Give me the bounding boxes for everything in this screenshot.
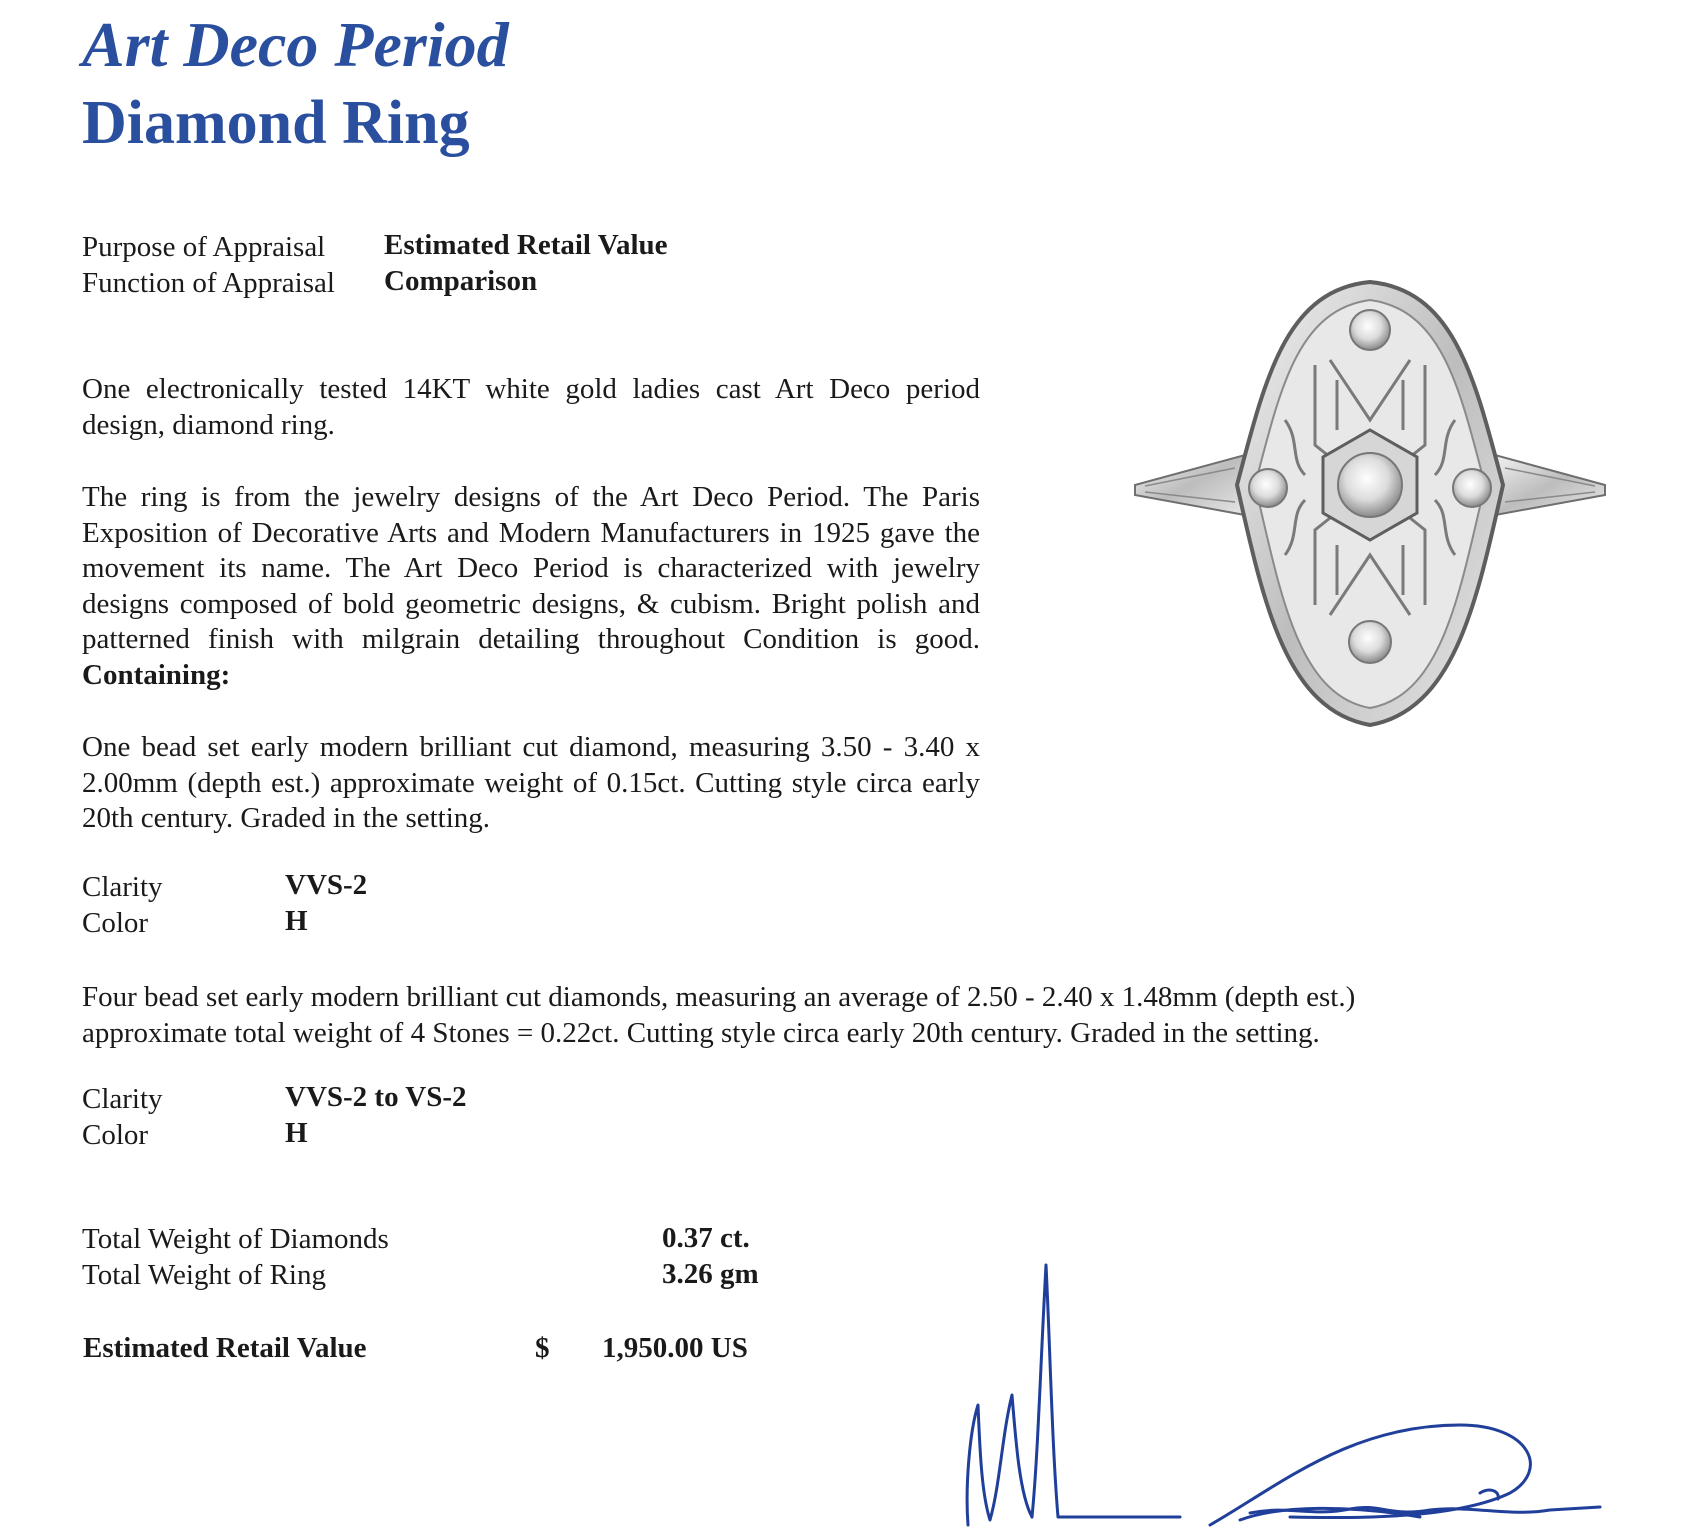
retail-value-label: Estimated Retail Value [83, 1332, 367, 1364]
total-ring-label: Total Weight of Ring [82, 1259, 326, 1291]
containing-label: Containing: [82, 658, 231, 691]
side-color-value: H [285, 1117, 308, 1149]
art-deco-history-paragraph [82, 480, 980, 693]
appraisal-purpose-block [82, 229, 802, 301]
center-diamond [1338, 453, 1402, 517]
center-clarity-label: Clarity [82, 871, 163, 903]
total-weights-block [82, 1221, 802, 1293]
center-clarity-value: VVS-2 [285, 869, 368, 901]
left-diamond [1249, 469, 1287, 507]
document-title-line-1: Art Deco Period [82, 9, 509, 80]
center-color-value: H [285, 905, 308, 937]
total-diamonds-label: Total Weight of Diamonds [82, 1223, 389, 1255]
history-text: The ring is from the jewelry designs of the Art Deco Period. The Paris Exposition of Decorative Arts and Modern Manufacturers in 1925 gave the movement its name. The Art Deco Period is characterized with jewelry designs composed of bold geometric designs, & cubism. Bright polish and patterned finish with milgrain detailing throughout Condition is good. [82, 481, 980, 655]
diamond-ring-photo [1125, 270, 1615, 740]
ring-intro-paragraph: One electronically tested 14KT white gold ladies cast Art Deco period design, diamond ring. [82, 373, 980, 441]
center-stone-grades [82, 869, 482, 941]
right-diamond [1453, 469, 1491, 507]
side-stones-grades [82, 1081, 582, 1153]
side-stones-paragraph: Four bead set early modern brilliant cut diamonds, measuring an average of 2.50 - 2.40 x 1.48mm (depth est.) approximate total weight of 4 Stones = 0.22ct. Cutting style circa early 20th century. Graded in the setting. [82, 981, 1356, 1049]
retail-value-amount: 1,950.00 US [602, 1332, 748, 1364]
appraiser-signature [950, 1255, 1630, 1530]
purpose-value: Estimated Retail Value [384, 229, 668, 261]
purpose-label: Purpose of Appraisal [82, 231, 326, 263]
total-diamonds-value: 0.37 ct. [662, 1222, 750, 1254]
bottom-diamond [1349, 621, 1391, 663]
currency-symbol: $ [535, 1332, 550, 1364]
side-clarity-label: Clarity [82, 1083, 163, 1115]
center-stone-paragraph: One bead set early modern brilliant cut diamond, measuring 3.50 - 3.40 x 2.00mm (depth est.) approximate weight of 0.15ct. Cutting style circa early 20th century. Graded in the setting. [82, 731, 980, 834]
side-color-label: Color [82, 1119, 149, 1151]
total-ring-value: 3.26 gm [662, 1258, 759, 1290]
center-color-label: Color [82, 907, 149, 939]
side-clarity-value: VVS-2 to VS-2 [285, 1081, 467, 1113]
function-value: Comparison [384, 265, 538, 297]
document-title-line-2: Diamond Ring [82, 89, 470, 157]
function-label: Function of Appraisal [82, 267, 335, 299]
top-diamond [1350, 310, 1390, 350]
